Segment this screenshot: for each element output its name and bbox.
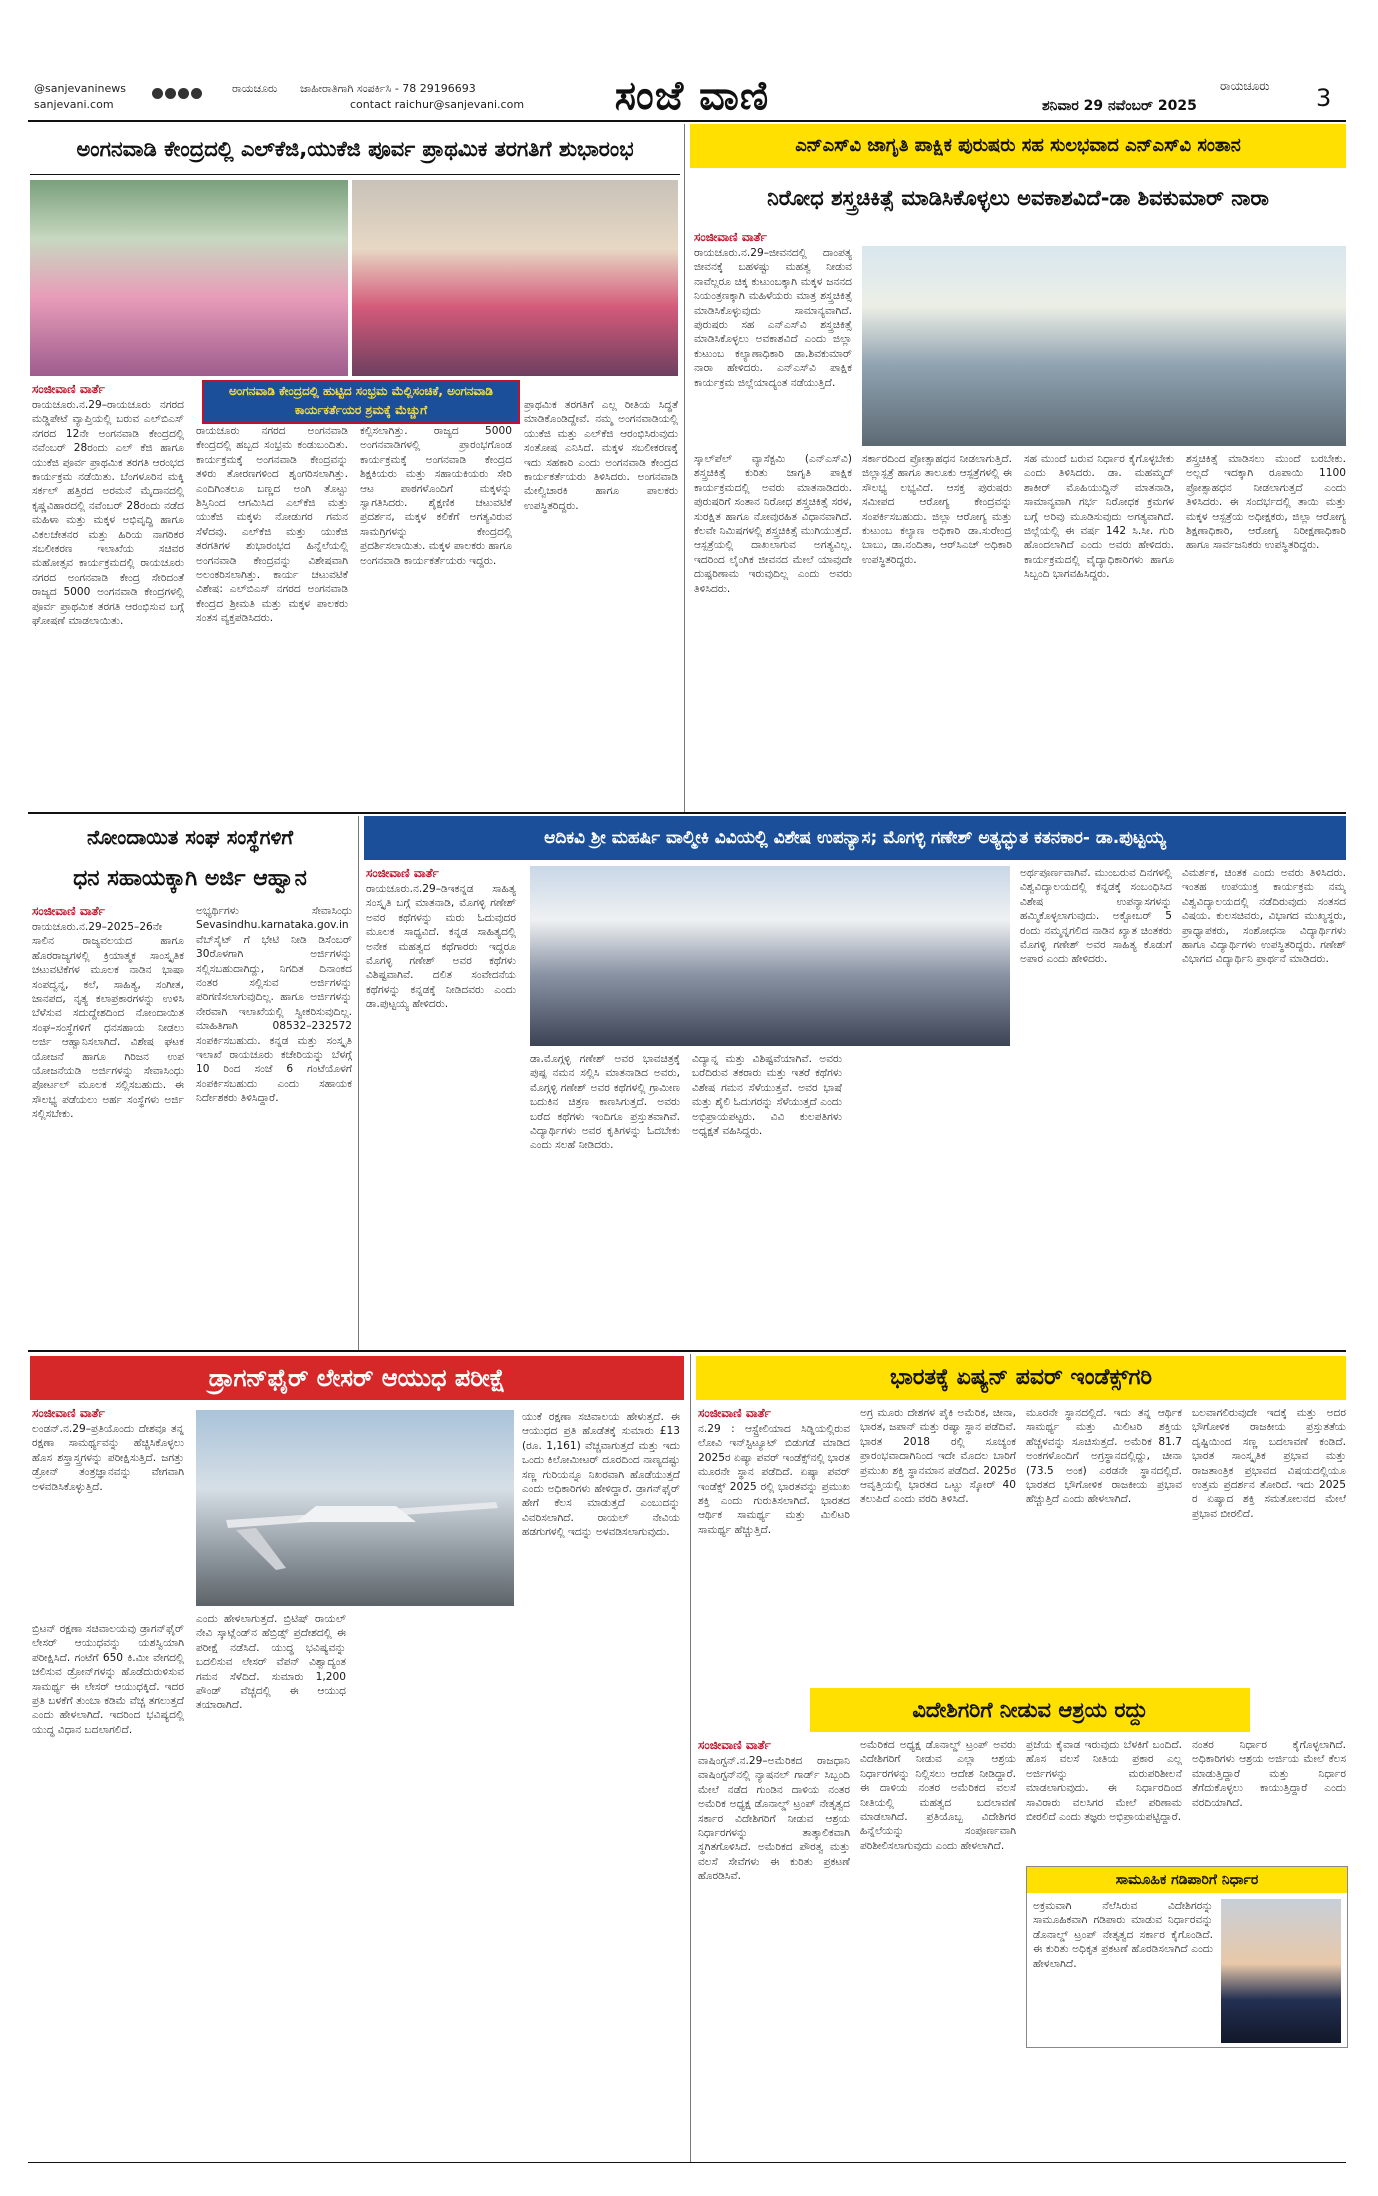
- story7-byline: ಸಂಜೀವಾಣಿ ವಾರ್ತೆ: [698, 1738, 771, 1752]
- story4-col2: ಡಾ.ಮೊಗ್ಗಳ್ಳಿ ಗಣೇಶ್ ಅವರ ಭಾವಚಿತ್ರಕ್ಕೆ ಪುಷ್ಪ ನಮನ ಸಲ್ಲಿಸಿ ಮಾತನಾಡಿದ ಅವರು, ಮೊಗ್ಗಳ್ಳಿ ಗಣೇಶ್ ಅವರ ಕಥೆಗಳಲ್ಲಿ ಗ್ರಾಮೀಣ ಬದುಕಿನ ಚಿತ್ರಣ ಕಾಣಸಿಗುತ್ತದೆ. ಅವರು ಬರೆದ ಕಥೆಗಳು ಇಂದಿಗೂ ಪ್ರಸ್ತುತವಾಗಿವೆ. ವಿದ್ಯಾರ್ಥಿಗಳು ಅವರ ಕೃತಿಗಳನ್ನು ಓದಬೇಕು ಎಂದು ಸಲಹೆ ನೀಡಿದರು.: [530, 1053, 680, 1152]
- row1-rule: [28, 812, 1346, 814]
- story1-caption: ಅಂಗನವಾಡಿ ಕೇಂದ್ರದಲ್ಲಿ ಹುಟ್ಟಿದ ಸಂಭ್ರಮ ಮೆಲ್ಲಿಸಂಚಿಕೆ, ಅಂಗನವಾಡಿ ಕಾರ್ಯಕರ್ತೆಯರ ಶ್ರಮಕ್ಕೆ ಮೆಚ್ಚುಗೆ: [202, 380, 520, 424]
- story4-col5: ವಿಮರ್ಶಕ, ಚಿಂತಕ ಎಂದು ಅವರು ತಿಳಿಸಿದರು. ಇಂತಹ ಉಪಯುಕ್ತ ಕಾರ್ಯಕ್ರಮ ನಮ್ಮ ವಿಶ್ವವಿದ್ಯಾಲಯದಲ್ಲಿ ನಡೆದಿರುವುದು ಸಂತಸದ ವಿಷಯ. ಕುಲಸಚಿವರು, ವಿಭಾಗದ ಮುಖ್ಯಸ್ಥರು, ಪ್ರಾಧ್ಯಾಪಕರು, ಸಂಶೋಧನಾ ವಿದ್ಯಾರ್ಥಿಗಳು ಹಾಗೂ ವಿದ್ಯಾರ್ಥಿಗಳು ಉಪಸ್ಥಿತರಿದ್ದರು. ಗಣೇಶ್ ವಿಭಾಗದ ವಿದ್ಯಾರ್ಥಿನಿ ಪ್ರಾರ್ಥನೆ ಮಾಡಿದರು.: [1182, 867, 1346, 966]
- story1-col1: ರಾಯಚೂರು.ನ.29–ರಾಯಚೂರು ನಗರದ ಮಡ್ಡಿಪೇಟೆ ವ್ಯಾಪ್ತಿಯಲ್ಲಿ ಬರುವ ಎಲ್‌ಬಿಎಸ್ ನಗರದ 12ನೇ ಅಂಗನವಾಡಿ ಕೇಂದ್ರದಲ್ಲಿ ನವೆಂಬರ್ 28ರಂದು ಎಲ್ ಕೆಜಿ ಹಾಗೂ ಯುಕೆಜಿ ಪೂರ್ವ ಪ್ರಾಥಮಿಕ ತರಗತಿ ಆರಂಭದ ಕಾರ್ಯಕ್ರಮ ನಡೆಯಿತು. ಬೆಂಗಳೂರಿನ ಮಕ್ಕಿ ಸರ್ಕಲ್ ಹತ್ತಿರದ ಅರಮನೆ ಮೈದಾನದಲ್ಲಿ ಕೃಷ್ಣವಿಹಾರದಲ್ಲಿ ನವೆಂಬರ್ 28ರಂದು ನಡೆದ ಮಹಿಳಾ ಮತ್ತು ಮಕ್ಕಳ ಅಭಿವೃದ್ಧಿ ಹಾಗೂ ವಿಕಲಚೇತನರ ಮತ್ತು ಹಿರಿಯ ನಾಗರಿಕರ ಸಬಲೀಕರಣ ಇಲಾಖೆಯ ಸಚಿವರ ಮಹೋತ್ಸವ ಕಾರ್ಯಕ್ರಮದಲ್ಲಿ ರಾಯಚೂರು ನಗರದ ಅಂಗನವಾಡಿ ಕೇಂದ್ರ ಸೇರಿದಂತೆ ರಾಜ್ಯದ 5000 ಅಂಗನವಾಡಿ ಕೇಂದ್ರಗಳಲ್ಲಿ ಪೂರ್ವ ಪ್ರಾಥಮಿಕ ತರಗತಿ ಆರಂಭಿಸುವ ಬಗ್ಗೆ ಘೋಷಣೆ ಮಾಡಲಾಯಿತು.: [32, 399, 184, 628]
- story1-photo-left: [30, 180, 348, 376]
- email-contact: contact raichur@sanjevani.com: [350, 98, 525, 111]
- social-handle: @sanjevaninews: [34, 82, 127, 95]
- story7-col1: ವಾಷಿಂಗ್ಟನ್.ನ.29–ಅಮೆರಿಕದ ರಾಜಧಾನಿ ವಾಷಿಂಗ್ಟನ್‌ನಲ್ಲಿ ನ್ಯಾಷನಲ್ ಗಾರ್ಡ್ ಸಿಬ್ಬಂದಿ ಮೇಲೆ ನಡೆದ ಗುಂಡಿನ ದಾಳಿಯ ನಂತರ ಅಮೆರಿಕ ಅಧ್ಯಕ್ಷ ಡೊನಾಲ್ಡ್ ಟ್ರಂಪ್ ನೇತೃತ್ವದ ಸರ್ಕಾರ ವಿದೇಶಿಗರಿಗೆ ನೀಡುವ ಆಶ್ರಯ ನಿರ್ಧಾರಗಳನ್ನು ತಾತ್ಕಾಲಿಕವಾಗಿ ಸ್ಥಗಿತಗೊಳಿಸಿದೆ. ಅಮೆರಿಕದ ಪೌರತ್ವ ಮತ್ತು ವಲಸೆ ಸೇವೆಗಳು ಈ ಕುರಿತು ಪ್ರಕಟಣೆ ಹೊರಡಿಸಿವೆ.: [698, 1755, 850, 1883]
- story3-col1: ರಾಯಚೂರು.ನ.29–2025–26ನೇ ಸಾಲಿನ ರಾಜ್ಯವಲಯದ ಹಾಗೂ ಹೊರರಾಜ್ಯಗಳಲ್ಲಿ ಕ್ರಿಯಾತ್ಮಕ ಸಾಂಸ್ಕೃತಿಕ ಚಟುವಟಿಕೆಗಳ ಮೂಲಕ ನಾಡಿನ ಭಾಷಾ ಸಂಪದ್ವನ್ನ, ಕಲೆ, ಸಾಹಿತ್ಯ, ಸಂಗೀತ, ಜಾನಪದ, ನೃತ್ಯ ಕಲಾಪ್ರಕಾರಗಳನ್ನು ಉಳಿಸಿ ಬೆಳೆಸುವ ಸದುದ್ದೇಶದಿಂದ ನೋಂದಾಯಿತ ಸಂಘ–ಸಂಸ್ಥೆಗಳಿಗೆ ಧನಸಹಾಯ ನೀಡಲು ಅರ್ಜಿ ಆಹ್ವಾನಿಸಲಾಗಿದೆ. ವಿಶೇಷ ಘಟಕ ಯೋಜನೆ ಹಾಗೂ ಗಿರಿಜನ ಉಪ ಯೋಜನೆಯಡಿ ಅರ್ಜಿಗಳನ್ನು ಸೇವಾಸಿಂಧು ಪೋರ್ಟಲ್ ಮೂಲಕ ಸಲ್ಲಿಸಬಹುದು. ಈ ಸೌಲಭ್ಯ ಪಡೆಯಲು ಅರ್ಹ ಸಂಸ್ಥೆಗಳು ಅರ್ಜಿ ಸಲ್ಲಿಸಬೇಕು.: [32, 921, 184, 1121]
- story1-col3: ಕಲ್ಪಿಸಲಾಗಿತ್ತು. ರಾಜ್ಯದ 5000 ಅಂಗನವಾಡಿಗಳಲ್ಲಿ ಪ್ರಾರಂಭಗೊಂಡ ಕಾರ್ಯಕ್ರಮಕ್ಕೆ ಅಂಗನವಾಡಿ ಕೇಂದ್ರದ ಶಿಕ್ಷಕಿಯರು ಮತ್ತು ಸಹಾಯಕಿಯರು ಸೇರಿ ಆಟ ಪಾಠಗಳೊಂದಿಗೆ ಮಕ್ಕಳನ್ನು ಸ್ವಾಗತಿಸಿದರು. ಶೈಕ್ಷಣಿಕ ಚಟುವಟಿಕೆ ಪ್ರದರ್ಶನ, ಮಕ್ಕಳ ಕಲಿಕೆಗೆ ಅಗತ್ಯವಿರುವ ಸಾಮಗ್ರಿಗಳನ್ನು ಕೇಂದ್ರದಲ್ಲಿ ಪ್ರದರ್ಶಿಸಲಾಯಿತು. ಮಕ್ಕಳ ಪಾಲಕರು ಹಾಗೂ ಅಂಗನವಾಡಿ ಕಾರ್ಯಕರ್ತೆಯರು ಇದ್ದರು.: [360, 425, 512, 567]
- story5-col1-bottom: ಬ್ರಿಟನ್ ರಕ್ಷಣಾ ಸಚಿವಾಲಯವು ಡ್ರಾಗನ್‌ಫೈರ್ ಲೇಸರ್ ಆಯುಧವನ್ನು ಯಶಸ್ವಿಯಾಗಿ ಪರೀಕ್ಷಿಸಿದೆ. ಗಂಟೆಗೆ 650 ಕಿ.ಮೀ ವೇಗದಲ್ಲಿ ಚಲಿಸುವ ಡ್ರೋನ್‌ಗಳನ್ನು ಹೊಡೆದುರುಳಿಸುವ ಸಾಮರ್ಥ್ಯ ಈ ಲೇಸರ್ ಆಯುಧಕ್ಕಿದೆ. ಇದರ ಪ್ರತಿ ಬಳಕೆಗೆ ತುಂಬಾ ಕಡಿಮೆ ವೆಚ್ಚ ತಗಲುತ್ತದೆ ಎಂದು ಹೇಳಲಾಗಿದೆ. ಇದರಿಂದ ಭವಿಷ್ಯದಲ್ಲಿ ಯುದ್ಧ ವಿಧಾನ ಬದಲಾಗಲಿದೆ.: [32, 1623, 184, 1736]
- story2-col5: ಶಸ್ತ್ರಚಿಕಿತ್ಸೆ ಮಾಡಿಸಲು ಮುಂದೆ ಬರಬೇಕು. ಅಲ್ಲದೆ ಇದಕ್ಕಾಗಿ ರೂಪಾಯಿ 1100 ಪ್ರೋತ್ಸಾಹಧನ ನೀಡಲಾಗುತ್ತದೆ ಎಂದು ತಿಳಿಸಿದರು. ಈ ಸಂದರ್ಭದಲ್ಲಿ ತಾಯಿ ಮತ್ತು ಮಕ್ಕಳ ಆಸ್ಪತ್ರೆಯ ಅಧೀಕ್ಷಕರು, ಜಿಲ್ಲಾ ಆರೋಗ್ಯ ಶಿಕ್ಷಣಾಧಿಕಾರಿ, ಆರೋಗ್ಯ ನಿರೀಕ್ಷಣಾಧಿಕಾರಿ ಹಾಗೂ ಸಾರ್ವಜನಿಕರು ಉಪಸ್ಥಿತರಿದ್ದರು.: [1186, 453, 1346, 552]
- story7-col4: ನಂತರ ನಿರ್ಧಾರ ಕೈಗೊಳ್ಳಲಾಗಿದೆ. ಅಧಿಕಾರಿಗಳು ಆಶ್ರಯ ಅರ್ಜಿಯ ಮೇಲೆ ಕೆಲಸ ಮಾಡುತ್ತಿದ್ದಾರೆ ಮತ್ತು ನಿರ್ಧಾರ ತೆಗೆದುಕೊಳ್ಳಲು ಕಾಯುತ್ತಿದ್ದಾರೆ ಎಂದು ವರದಿಯಾಗಿದೆ.: [1192, 1739, 1346, 1809]
- story5-story6-divider: [690, 1354, 691, 2162]
- story3-byline: ಸಂಜೀವಾಣಿ ವಾರ್ತೆ: [32, 904, 105, 918]
- story5-col3: ಯುಕೆ ರಕ್ಷಣಾ ಸಚಿವಾಲಯ ಹೇಳುತ್ತದೆ. ಈ ಆಯುಧದ ಪ್ರತಿ ಹೊಡೆತಕ್ಕೆ ಸುಮಾರು £13 (ರೂ. 1,161) ವೆಚ್ಚವಾಗುತ್ತದೆ ಮತ್ತು ಇದು ಒಂದು ಕಿಲೋಮೀಟರ್ ದೂರದಿಂದ ನಾಣ್ಯದಷ್ಟು ಸಣ್ಣ ಗುರಿಯನ್ನೂ ನಿಖರವಾಗಿ ಹೊಡೆಯುತ್ತದೆ ಎಂದು ಅಧಿಕಾರಿಗಳು ಹೇಳಿದ್ದಾರೆ. ಡ್ರಾಗನ್‌ಫೈರ್ ಹೇಗೆ ಕೆಲಸ ಮಾಡುತ್ತದೆ ಎಂಬುದನ್ನು ವಿವರಿಸಲಾಗಿದೆ. ರಾಯಲ್ ನೇವಿಯ ಹಡಗುಗಳಲ್ಲಿ ಇದನ್ನು ಅಳವಡಿಸಲಾಗುವುದು.: [522, 1411, 680, 1539]
- story1-byline: ಸಂಜೀವಾಣಿ ವಾರ್ತೆ: [32, 382, 105, 396]
- place-label: ರಾಯಚೂರು: [232, 82, 278, 95]
- youtube-icon: [191, 88, 202, 99]
- sidebar-title: ಸಾಮೂಹಿಕ ಗಡಿಪಾರಿಗೆ ನಿರ್ಧಾರ: [1027, 1867, 1347, 1893]
- story4-photo: [530, 866, 1010, 1046]
- story6-col4: ಬಲವಾಗಲಿರುವುದೇ ಇದಕ್ಕೆ ಮತ್ತು ಅದರ ಭೌಗೋಳಿಕ ರಾಜಕೀಯ ಪ್ರಸ್ತುತತೆಯ ದೃಷ್ಟಿಯಿಂದ ಸಣ್ಣ ಬದಲಾವಣೆ ಕಂಡಿದೆ. ಭಾರತ ಸಾಂಸ್ಕೃತಿಕ ಪ್ರಭಾವ ಮತ್ತು ರಾಜತಾಂತ್ರಿಕ ಪ್ರಭಾವದ ವಿಷಯದಲ್ಲಿಯೂ ಉತ್ತಮ ಪ್ರದರ್ಶನ ತೋರಿದೆ. ಇದು 2025 ರ ಏಷ್ಯಾದ ಶಕ್ತಿ ಸಮತೋಲನದ ಮೇಲೆ ಪ್ರಭಾವ ಬೀರಲಿದೆ.: [1192, 1407, 1346, 1520]
- story1-col2: ರಾಯಚೂರು ನಗರದ ಅಂಗನವಾಡಿ ಕೇಂದ್ರದಲ್ಲಿ ಹಬ್ಬದ ಸಂಭ್ರಮ ಕಂಡುಬಂದಿತು. ಕಾರ್ಯಕ್ರಮಕ್ಕೆ ಅಂಗನವಾಡಿ ಕೇಂದ್ರವನ್ನು ತಳಿರು ತೋರಣಗಳಿಂದ ಶೃಂಗರಿಸಲಾಗಿತ್ತು. ಎಂದಿಗಿಂತಲೂ ಬಣ್ಣದ ಅಂಗಿ ತೊಟ್ಟು ಶಿಸ್ತಿನಿಂದ ಆಗಮಿಸಿದ ಎಲ್‌ಕೆಜಿ ಮತ್ತು ಯುಕೆಜಿ ಮಕ್ಕಳು ನೋಡುಗರ ಗಮನ ಸೆಳೆದವು. ಎಲ್‌ಕೆಜಿ ಮತ್ತು ಯುಕೆಜಿ ತರಗತಿಗಳ ಶುಭಾರಂಭದ ಹಿನ್ನೆಲೆಯಲ್ಲಿ ಅಂಗನವಾಡಿ ಕೇಂದ್ರವನ್ನು ವಿಶೇಷವಾಗಿ ಅಲಂಕರಿಸಲಾಗಿತ್ತು. ಕಾರ್ಯ ಚಟುವಟಿಕೆ ವಿಶೇಷ: ಎಲ್‌ಬಿಎಸ್ ನಗರದ ಅಂಗನವಾಡಿ ಕೇಂದ್ರದ ಶ್ರೀಮತಿ ಮತ್ತು ಮಕ್ಕಳ ಪಾಲಕರು ಸಂತಸ ವ್ಯಕ್ತಪಡಿಸಿದರು.: [196, 425, 348, 625]
- story6-col3: ಮೂರನೇ ಸ್ಥಾನದಲ್ಲಿದೆ. ಇದು ತನ್ನ ಆರ್ಥಿಕ ಸಾಮರ್ಥ್ಯ ಮತ್ತು ಮಿಲಿಟರಿ ಶಕ್ತಿಯ ಹೆಚ್ಚಳವನ್ನು ಸೂಚಿಸುತ್ತದೆ. ಅಮೆರಿಕ 81.7 ಅಂಕಗಳೊಂದಿಗೆ ಅಗ್ರಸ್ಥಾನದಲ್ಲಿದ್ದು, ಚೀನಾ (73.5 ಅಂಕ) ಎರಡನೇ ಸ್ಥಾನದಲ್ಲಿದೆ. ಭಾರತದ ಭೌಗೋಳಿಕ ರಾಜಕೀಯ ಪ್ರಭಾವ ಹೆಚ್ಚುತ್ತಿದೆ ಎಂದು ಹೇಳಲಾಗಿದೆ.: [1026, 1407, 1182, 1506]
- instagram-icon: [178, 88, 189, 99]
- story3-story4-divider: [358, 816, 359, 1350]
- story5-headline: ಡ್ರಾಗನ್‌ಫೈರ್ ಲೇಸರ್ ಆಯುಧ ಪರೀಕ್ಷೆ: [208, 1364, 506, 1392]
- row2-rule: [28, 1350, 1346, 1352]
- story7-col2: ಅಮೆರಿಕದ ಅಧ್ಯಕ್ಷ ಡೊನಾಲ್ಡ್ ಟ್ರಂಪ್ ಅವರು ವಿದೇಶಿಗರಿಗೆ ನೀಡುವ ಎಲ್ಲಾ ಆಶ್ರಯ ನಿರ್ಧಾರಗಳನ್ನು ನಿಲ್ಲಿಸಲು ಆದೇಶ ನೀಡಿದ್ದಾರೆ. ಈ ದಾಳಿಯ ನಂತರ ಅಮೆರಿಕದ ವಲಸೆ ನೀತಿಯಲ್ಲಿ ಮಹತ್ವದ ಬದಲಾವಣೆ ಮಾಡಲಾಗಿದೆ. ಪ್ರತಿಯೊಬ್ಬ ವಿದೇಶಿಗರ ಹಿನ್ನೆಲೆಯನ್ನು ಸಂಪೂರ್ಣವಾಗಿ ಪರಿಶೀಲಿಸಲಾಗುವುದು ಎಂದು ಹೇಳಲಾಗಿದೆ.: [860, 1739, 1016, 1852]
- story6-col1: ನ.29 : ಆಸ್ಟ್ರೇಲಿಯಾದ ಸಿಡ್ನಿಯಲ್ಲಿರುವ ಲೋವಿ ಇನ್‌ಸ್ಟಿಟ್ಯೂಟ್ ಬಿಡುಗಡೆ ಮಾಡಿದ 2025ರ ಏಷ್ಯಾ ಪವರ್ ಇಂಡೆಕ್ಸ್‌ನಲ್ಲಿ ಭಾರತ ಮೂರನೇ ಸ್ಥಾನ ಪಡೆದಿದೆ. ಏಷ್ಯಾ ಪವರ್ ಇಂಡೆಕ್ಸ್ 2025 ರಲ್ಲಿ ಭಾರತವನ್ನು ಪ್ರಮುಖ ಶಕ್ತಿ ಎಂದು ಗುರುತಿಸಲಾಗಿದೆ. ಭಾರತದ ಆರ್ಥಿಕ ಸಾಮರ್ಥ್ಯ ಮತ್ತು ಮಿಲಿಟರಿ ಸಾಮರ್ಥ್ಯ ಹೆಚ್ಚುತ್ತಿದೆ.: [698, 1423, 850, 1536]
- twitter-icon: [165, 88, 176, 99]
- story4-col3: ವಿದ್ಯಾನ್ನ ಮತ್ತು ವಿಶಿಷ್ಟವೆಯಾಗಿವೆ. ಅವರು ಬರೆದಿರುವ ತಕರಾರು ಮತ್ತು ಇತರೆ ಕಥೆಗಳು ವಿಶೇಷ ಗಮನ ಸೆಳೆಯುತ್ತವೆ. ಅವರ ಭಾಷೆ ಮತ್ತು ಶೈಲಿ ಓದುಗರನ್ನು ಸೆಳೆಯುತ್ತದೆ ಎಂದು ಅಭಿಪ್ರಾಯಪಟ್ಟರು. ವಿವಿ ಕುಲಪತಿಗಳು ಅಧ್ಯಕ್ಷತೆ ವಹಿಸಿದ್ದರು.: [692, 1053, 842, 1138]
- sidebar-text: ಅಕ್ರಮವಾಗಿ ನೆಲೆಸಿರುವ ವಿದೇಶಿಗರನ್ನು ಸಾಮೂಹಿಕವಾಗಿ ಗಡಿಪಾರು ಮಾಡುವ ನಿರ್ಧಾರವನ್ನು ಡೊನಾಲ್ಡ್ ಟ್ರಂಪ್ ನೇತೃತ್ವದ ಸರ್ಕಾರ ಕೈಗೊಂಡಿದೆ. ಈ ಕುರಿತು ಅಧಿಕೃತ ಪ್ರಕಟಣೆ ಹೊರಡಿಸಲಾಗಿದೆ ಎಂದು ಹೇಳಲಾಗಿದೆ.: [1033, 1900, 1213, 1970]
- facebook-icon: [152, 88, 163, 99]
- story5-col1-top: ಲಂಡನ್.ನ.29–ಪ್ರತಿಯೊಂದು ದೇಶವೂ ತನ್ನ ರಕ್ಷಣಾ ಸಾಮರ್ಥ್ಯವನ್ನು ಹೆಚ್ಚಿಸಿಕೊಳ್ಳಲು ಹೊಸ ಶಸ್ತ್ರಾಸ್ತ್ರಗಳನ್ನು ಪರೀಕ್ಷಿಸುತ್ತಿದೆ. ಜಗತ್ತು ಡ್ರೋನ್ ತಂತ್ರಜ್ಞಾನವನ್ನು ವೇಗವಾಗಿ ಅಳವಡಿಸಿಕೊಳ್ಳುತ್ತಿದೆ.: [32, 1423, 184, 1493]
- drone-silhouette: [196, 1410, 514, 1606]
- header-rule: [28, 120, 1346, 122]
- story7-headline: ವಿದೇಶಿಗರಿಗೆ ನೀಡುವ ಆಶ್ರಯ ರದ್ದು: [912, 1698, 1148, 1722]
- right-place: ರಾಯಚೂರು: [1220, 79, 1270, 93]
- page-bottom-rule: [28, 2162, 1346, 2163]
- story1-photo-right: [352, 180, 678, 376]
- story3-headline-line2: ಧನ ಸಹಾಯಕ್ಕಾಗಿ ಅರ್ಜಿ ಆಹ್ವಾನ: [73, 866, 307, 891]
- website-link[interactable]: sanjevani.com: [34, 98, 114, 111]
- story5-drone-photo: [196, 1410, 514, 1606]
- story2-col3: ಸರ್ಕಾರದಿಂದ ಪ್ರೋತ್ಸಾಹಧನ ನೀಡಲಾಗುತ್ತಿದೆ. ಜಿಲ್ಲಾಸ್ಪತ್ರೆ ಹಾಗೂ ತಾಲೂಕು ಆಸ್ಪತ್ರೆಗಳಲ್ಲಿ ಈ ಸೌಲಭ್ಯ ಲಭ್ಯವಿದೆ. ಆಸಕ್ತ ಪುರುಷರು ಸಮೀಪದ ಆರೋಗ್ಯ ಕೇಂದ್ರವನ್ನು ಸಂಪರ್ಕಿಸಬಹುದು. ಜಿಲ್ಲಾ ಆರೋಗ್ಯ ಮತ್ತು ಕುಟುಂಬ ಕಲ್ಯಾಣ ಅಧಿಕಾರಿ ಡಾ.ಸುರೇಂದ್ರ ಬಾಬು, ಡಾ.ನಂದಿತಾ, ಆರ್‌ಸಿಎಚ್ ಅಧಿಕಾರಿ ಉಪಸ್ಥಿತರಿದ್ದರು.: [862, 453, 1012, 566]
- story2-photo: [862, 246, 1346, 446]
- page-number: 3: [1316, 84, 1332, 112]
- story1-headline-rule: [30, 174, 680, 175]
- story2-col1: ರಾಯಚೂರು.ನ.29–ಜೀವನದಲ್ಲಿ ದಾಂಪತ್ಯ ಜೀವನಕ್ಕೆ ಬಹಳಷ್ಟು ಮಹತ್ವ ನೀಡುವ ನಾವೆಲ್ಲರೂ ಚಿಕ್ಕ ಕುಟುಂಬಕ್ಕಾಗಿ ಮಕ್ಕಳ ಜನನದ ನಿಯಂತ್ರಣಕ್ಕಾಗಿ ಮಹಿಳೆಯರು ಮಾತ್ರ ಶಸ್ತ್ರಚಿಕಿತ್ಸೆ ಮಾಡಿಸಿಕೊಳ್ಳುವುದು ಸಾಮಾನ್ಯವಾಗಿದೆ. ಪುರುಷರು ಸಹ ಎನ್‌ಎಸ್‌ವಿ ಶಸ್ತ್ರಚಿಕಿತ್ಸೆ ಮಾಡಿಸಿಕೊಳ್ಳಲು ಅವಕಾಶವಿದೆ ಎಂದು ಜಿಲ್ಲಾ ಕುಟುಂಬ ಕಲ್ಯಾಣಾಧಿಕಾರಿ ಡಾ.ಶಿವಕುಮಾರ್ ನಾರಾ ಹೇಳಿದರು. ಎನ್‌ಎಸ್‌ವಿ ಪಾಕ್ಷಿಕ ಕಾರ್ಯಕ್ರಮ ಜಿಲ್ಲೆಯಾದ್ಯಂತ ನಡೆಯುತ್ತಿದೆ.: [694, 247, 852, 389]
- sidebar-portrait: [1221, 1899, 1341, 2043]
- story4-byline: ಸಂಜೀವಾಣಿ ವಾರ್ತೆ: [366, 866, 439, 880]
- story7-sidebar: [1026, 1866, 1348, 2048]
- story2-headline-line2: ನಿರೋಧ ಶಸ್ತ್ರಚಿಕಿತ್ಸೆ ಮಾಡಿಸಿಕೊಳ್ಳಲು ಅವಕಾಶವಿದೆ-ಡಾ ಶಿವಕುಮಾರ್ ನಾರಾ: [767, 186, 1269, 210]
- story6-byline: ಸಂಜೀವಾಣಿ ವಾರ್ತೆ: [698, 1406, 771, 1420]
- story5-byline: ಸಂಜೀವಾಣಿ ವಾರ್ತೆ: [32, 1406, 105, 1420]
- story5-col2-bottom: ಎಂದು ಹೇಳಲಾಗುತ್ತದೆ. ಬ್ರಿಟಿಷ್ ರಾಯಲ್ ನೇವಿ ಸ್ಕಾಟ್ಲೆಂಡ್‌ನ ಹೆಬ್ರಿಡ್ಸ್ ಪ್ರದೇಶದಲ್ಲಿ ಈ ಪರೀಕ್ಷೆ ನಡೆಸಿದೆ. ಯುದ್ಧ ಭವಿಷ್ಯವನ್ನು ಬದಲಿಸುವ ಲೇಸರ್ ವೆಪನ್ ವಿಶ್ವಾದ್ಯಂತ ಗಮನ ಸೆಳೆದಿದೆ. ಸುಮಾರು 1,200 ಪೌಂಡ್ ವೆಚ್ಚದಲ್ಲಿ ಈ ಆಯುಧ ತಯಾರಾಗಿದೆ.: [196, 1613, 346, 1712]
- story2-col2: ಸ್ಕಾಲ್‌ಪೆಲ್ ವ್ಯಾಸೆಕ್ಟಮಿ (ಎನ್‌ಎಸ್‌ವಿ) ಶಸ್ತ್ರಚಿಕಿತ್ಸೆ ಕುರಿತು ಜಾಗೃತಿ ಪಾಕ್ಷಿಕ ಕಾರ್ಯಕ್ರಮದಲ್ಲಿ ಅವರು ಮಾತನಾಡಿದರು. ಪುರುಷರಿಗೆ ಸಂತಾನ ನಿರೋಧ ಶಸ್ತ್ರಚಿಕಿತ್ಸೆ ಸರಳ, ಸುರಕ್ಷಿತ ಹಾಗೂ ನೋವುರಹಿತ ವಿಧಾನವಾಗಿದೆ. ಕೆಲವೇ ನಿಮಿಷಗಳಲ್ಲಿ ಶಸ್ತ್ರಚಿಕಿತ್ಸೆ ಮುಗಿಯುತ್ತದೆ. ಆಸ್ಪತ್ರೆಯಲ್ಲಿ ದಾಖಲಾಗುವ ಅಗತ್ಯವಿಲ್ಲ. ಇದರಿಂದ ಲೈಂಗಿಕ ಜೀವನದ ಮೇಲೆ ಯಾವುದೇ ದುಷ್ಪರಿಣಾಮ ಇರುವುದಿಲ್ಲ ಎಂದು ಅವರು ತಿಳಿಸಿದರು.: [694, 453, 852, 595]
- story3-headline-line1: ನೋಂದಾಯಿತ ಸಂಘ ಸಂಸ್ಥೆಗಳಿಗೆ: [86, 825, 294, 849]
- story4-col1: ರಾಯಚೂರು.ನ.29–ಡಿಇಕನ್ನಡ ಸಾಹಿತ್ಯ ಸಂಸ್ಕೃತಿ ಬಗ್ಗೆ ಮಾತನಾಡಿ, ಮೊಗಳ್ಳಿ ಗಣೇಶ್ ಅವರ ಕಥೆಗಳನ್ನು ಮರು ಓದುವುದರ ಮೂಲಕ ಸಾಧ್ಯವಿದೆ. ಕನ್ನಡ ಸಾಹಿತ್ಯದಲ್ಲಿ ಅನೇಕ ಮಹತ್ವದ ಕಥೆಗಾರರು ಇದ್ದರೂ ಮೊಗಳ್ಳಿ ಗಣೇಶ್ ಅವರ ಕಥೆಗಳು ವಿಶಿಷ್ಟವಾಗಿವೆ. ದಲಿತ ಸಂವೇದನೆಯ ಕಥೆಗಳನ್ನು ಕನ್ನಡಕ್ಕೆ ನೀಡಿದವರು ಎಂದು ಡಾ.ಪುಟ್ಟಯ್ಯ ಹೇಳಿದರು.: [366, 883, 516, 1011]
- story4-headline: ಆದಿಕವಿ ಶ್ರೀ ಮಹರ್ಷಿ ವಾಲ್ಮೀಕಿ ವಿವಿಯಲ್ಲಿ ವಿಶೇಷ ಉಪನ್ಯಾಸ; ಮೊಗಳ್ಳಿ ಗಣೇಶ್ ಅತ್ಯದ್ಭುತ ಕತನಕಾರ- ಡಾ.ಪುಟ್ಟಯ್ಯ: [544, 828, 1166, 848]
- story7-col3: ಪ್ರಜೆಯ ಕೈವಾಡ ಇರುವುದು ಬೆಳಕಿಗೆ ಬಂದಿದೆ. ಹೊಸ ವಲಸೆ ನೀತಿಯ ಪ್ರಕಾರ ಎಲ್ಲ ಅರ್ಜಿಗಳನ್ನು ಮರುಪರಿಶೀಲನೆ ಮಾಡಲಾಗುವುದು. ಈ ನಿರ್ಧಾರದಿಂದ ಸಾವಿರಾರು ವಲಸಿಗರ ಮೇಲೆ ಪರಿಣಾಮ ಬೀರಲಿದೆ ಎಂದು ತಜ್ಞರು ಅಭಿಪ್ರಾಯಪಟ್ಟಿದ್ದಾರೆ.: [1026, 1739, 1182, 1824]
- story2-byline: ಸಂಜೀವಾಣಿ ವಾರ್ತೆ: [694, 230, 767, 244]
- story1-headline: ಅಂಗನವಾಡಿ ಕೇಂದ್ರದಲ್ಲಿ ಎಲ್‌ಕೆಜಿ,ಯುಕೆಜಿ ಪೂರ್ವ ಪ್ರಾಥಮಿಕ ತರಗತಿಗೆ ಶುಭಾರಂಭ: [76, 137, 634, 161]
- story6-headline: ಭಾರತಕ್ಕೆ ಏಷ್ಯನ್ ಪವರ್ ಇಂಡೆಕ್ಸ್‌ಗರಿ: [889, 1365, 1153, 1390]
- story6-col2: ಅಗ್ರ ಮೂರು ದೇಶಗಳ ಪೈಕಿ ಅಮೆರಿಕ, ಚೀನಾ, ಭಾರತ, ಜಪಾನ್ ಮತ್ತು ರಷ್ಯಾ ಸ್ಥಾನ ಪಡೆದಿವೆ. ಭಾರತ 2018 ರಲ್ಲಿ ಸೂಚ್ಯಂಕ ಪ್ರಾರಂಭವಾದಾಗಿನಿಂದ ಇದೇ ಮೊದಲ ಬಾರಿಗೆ ಪ್ರಮುಖ ಶಕ್ತಿ ಸ್ಥಾನಮಾನ ಪಡೆದಿದೆ. 2025ರ ಆವೃತ್ತಿಯಲ್ಲಿ ಭಾರತದ ಒಟ್ಟು ಸ್ಕೋರ್ 40 ತಲುಪಿದೆ ಎಂದು ವರದಿ ತಿಳಿಸಿದೆ.: [860, 1407, 1016, 1506]
- issue-date: ಶನಿವಾರ 29 ನವೆಂಬರ್ 2025: [1042, 98, 1197, 114]
- story1-story2-divider: [684, 124, 685, 812]
- story4-col4: ಅರ್ಥಪೂರ್ಣವಾಗಿವೆ. ಮುಂಬರುವ ದಿನಗಳಲ್ಲಿ ವಿಶ್ವವಿದ್ಯಾಲಯದಲ್ಲಿ ಕನ್ನಡಕ್ಕೆ ಸಂಬಂಧಿಸಿದ ವಿಶೇಷ ಉಪನ್ಯಾಸಗಳನ್ನು ಹಮ್ಮಿಕೊಳ್ಳಲಾಗುವುದು. ಅಕ್ಟೋಬರ್ 5 ರಂದು ನಮ್ಮನ್ನಗಲಿದ ನಾಡಿನ ಖ್ಯಾತ ಚಿಂತಕರು ಮೊಗಳ್ಳಿ ಗಣೇಶ್ ಅವರ ಸಾಹಿತ್ಯ ಕೊಡುಗೆ ಅಪಾರ ಎಂದು ಹೇಳಿದರು.: [1020, 867, 1172, 966]
- social-icons: [152, 83, 204, 102]
- story3-col2: ಅಭ್ಯರ್ಥಿಗಳು ಸೇವಾಸಿಂಧು Sevasindhu.karnataka.gov.in ವೆಬ್‌ಸೈಟ್ ಗೆ ಭೇಟಿ ನೀಡಿ ಡಿಸೆಂಬರ್ 30ರೊಳಗಾಗಿ ಅರ್ಜಿಗಳನ್ನು ಸಲ್ಲಿಸಬಹುದಾಗಿದ್ದು, ನಿಗದಿತ ದಿನಾಂಕದ ನಂತರ ಸಲ್ಲಿಸುವ ಅರ್ಜಿಗಳನ್ನು ಪರಿಗಣಿಸಲಾಗುವುದಿಲ್ಲ. ಹಾಗೂ ಅರ್ಜಿಗಳನ್ನು ನೇರವಾಗಿ ಇಲಾಖೆಯಲ್ಲಿ ಸ್ವೀಕರಿಸುವುದಿಲ್ಲ. ಮಾಹಿತಿಗಾಗಿ 08532–232572 ಸಂಪರ್ಕಿಸಬಹುದು. ಕನ್ನಡ ಮತ್ತು ಸಂಸ್ಕೃತಿ ಇಲಾಖೆ ರಾಯಚೂರು ಕಚೇರಿಯನ್ನು ಬೆಳಗ್ಗೆ 10 ರಿಂದ ಸಂಜೆ 6 ಗಂಟೆಯೊಳಗೆ ಸಂಪರ್ಕಿಸಬಹುದು ಎಂದು ಸಹಾಯಕ ನಿರ್ದೇಶಕರು ತಿಳಿಸಿದ್ದಾರೆ.: [196, 905, 352, 1105]
- masthead: ಸಂಜೆ ವಾಣಿ: [614, 72, 770, 119]
- story2-headline-line1: ಎನ್‌ಎಸ್‌ವಿ ಜಾಗೃತಿ ಪಾಕ್ಷಿಕ ಪುರುಷರು ಸಹ ಸುಲಭವಾದ ಎನ್‌ಎಸ್‌ವಿ ಸಂತಾನ: [795, 135, 1241, 156]
- ad-contact: ಜಾಹೀರಾತಿಗಾಗಿ ಸಂಪರ್ಕಿಸಿ - 78 29196693: [300, 82, 476, 95]
- story1-col4: ಪ್ರಾಥಮಿಕ ತರಗತಿಗೆ ಎಲ್ಲ ರೀತಿಯ ಸಿದ್ಧತೆ ಮಾಡಿಕೊಂಡಿದ್ದೇವೆ. ನಮ್ಮ ಅಂಗನವಾಡಿಯಲ್ಲಿ ಯುಕೆಜಿ ಮತ್ತು ಎಲ್‌ಕೆಜಿ ಆರಂಭಿಸಿರುವುದು ಸಂತೋಷ ಎನಿಸಿದೆ. ಮಕ್ಕಳ ಸಬಲೀಕರಣಕ್ಕೆ ಇದು ಸಹಕಾರಿ ಎಂದು ಅಂಗನವಾಡಿ ಕೇಂದ್ರದ ಕಾರ್ಯಕರ್ತೆಯರು ತಿಳಿಸಿದರು. ಅಂಗನವಾಡಿ ಮೇಲ್ವಿಚಾರಕಿ ಹಾಗೂ ಪಾಲಕರು ಉಪಸ್ಥಿತರಿದ್ದರು.: [524, 399, 678, 512]
- story2-col4: ಸಹ ಮುಂದೆ ಬರುವ ನಿರ್ಧಾರ ಕೈಗೊಳ್ಳಬೇಕು ಎಂದು ತಿಳಿಸಿದರು. ಡಾ. ಮಹಮ್ಮದ್ ಶಾಕೀರ್ ಮೊಹಿಯುದ್ದಿನ್ ಮಾತನಾಡಿ, ಸಾಮಾನ್ಯವಾಗಿ ಗರ್ಭ ನಿರೋಧಕ ಕ್ರಮಗಳ ಬಗ್ಗೆ ಅರಿವು ಮೂಡಿಸುವುದು ಅಗತ್ಯವಾಗಿದೆ. ಜಿಲ್ಲೆಯಲ್ಲಿ ಈ ವರ್ಷ 142 ಸಿ.ಸೀ. ಗುರಿ ಹೊಂದಲಾಗಿದೆ ಎಂದು ಅವರು ಹೇಳಿದರು. ಕಾರ್ಯಕ್ರಮದಲ್ಲಿ ವೈದ್ಯಾಧಿಕಾರಿಗಳು ಹಾಗೂ ಸಿಬ್ಬಂದಿ ಭಾಗವಹಿಸಿದ್ದರು.: [1024, 453, 1174, 581]
